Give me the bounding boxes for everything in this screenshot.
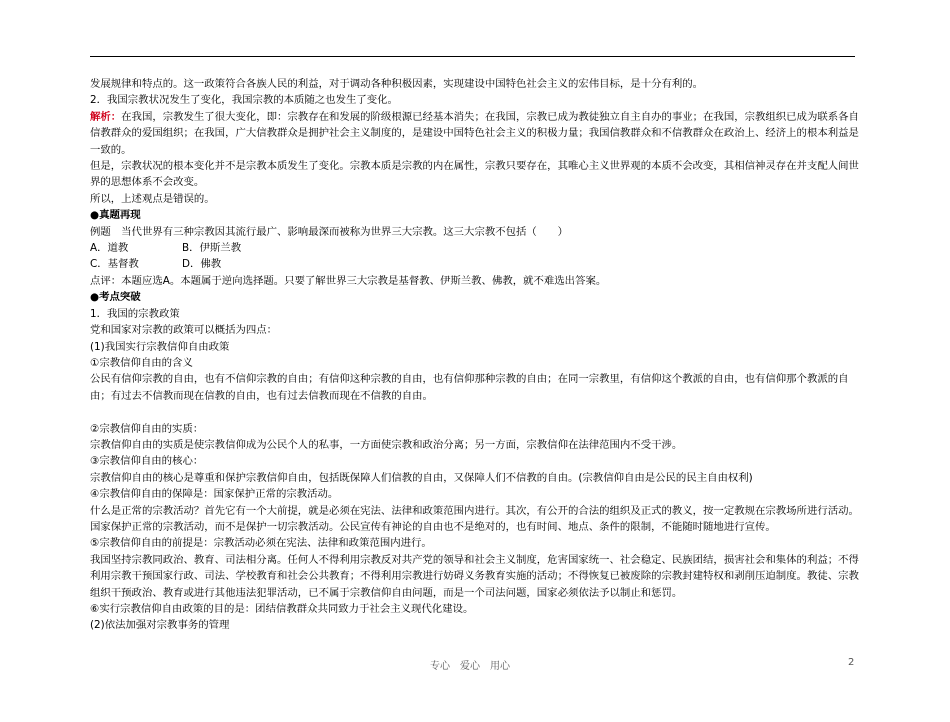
option-d: D．佛教 xyxy=(182,258,222,271)
paragraph: 但是，宗教状况的根本变化并不是宗教本质发生了变化。宗教本质是宗教的内在属性，宗教只要存在，其唯心主义世界观的本质不会改变，其相信神灵存在并支配人间世界的思想体系不会改变。 xyxy=(90,160,859,189)
footer-motto: 专心 爱心 用心 xyxy=(430,661,510,672)
document-body xyxy=(90,76,860,634)
paragraph: 什么是正常的宗教活动？首先它有一个大前提，就是必须在宪法、法律和政策范围内进行。其次，有公开的合法的组织及正式的教义，按一定教规在宗教场所进行活动。国家保护正常的宗教活动，而不是保护一切宗教活动。公民宣传有神论的自由也不是绝对的，也有时间、地点、条件的限制，不能随时随地进行宣传。 xyxy=(90,504,859,533)
header-rule xyxy=(90,56,855,57)
subheading: ①宗教信仰自由的含义 xyxy=(90,356,193,369)
blank-line xyxy=(90,404,860,420)
paragraph: 所以，上述观点是错误的。 xyxy=(90,192,215,205)
analysis-text: 在我国，宗教发生了很大变化，即：宗教存在和发展的阶级根源已经基本消失；在我国，宗教已成为教徒独立自主自办的事业；在我国，宗教组织已成为联系各自信教群众的爱国组织；在我国，广大信教群众是拥护社会主义制度的，是建设中国特色社会主义的积极力量；我国信教群众和不信教群众在政治上、经济上的根本利益是一致的。 xyxy=(90,110,859,156)
option-c: C．基督教 xyxy=(90,258,139,271)
paragraph: 宗教信仰自由的实质是使宗教信仰成为公民个人的私事，一方面使宗教和政治分离；另一方面，宗教信仰在法律范围内不受干涉。 xyxy=(90,438,683,451)
section-heading: ●考点突破 xyxy=(90,291,141,304)
analysis-paragraph xyxy=(90,109,860,158)
page-number: 2 xyxy=(848,657,855,668)
subheading: 1．我国的宗教政策 xyxy=(90,307,180,320)
comment-paragraph: 点评：本题应选A。本题属于逆向选择题。只要了解世界三大宗教是基督教、伊斯兰教、佛教，就不难选出答案。 xyxy=(90,274,607,287)
options-row xyxy=(90,256,860,272)
subheading: ③宗教信仰自由的核心： xyxy=(90,455,204,468)
paragraph: 公民有信仰宗教的自由，也有不信仰宗教的自由；有信仰这种宗教的自由，也有信仰那种宗教的自由；在同一宗教里，有信仰这个教派的自由，也有信仰那个教派的自由；有过去不信教而现在信教的自由，也有过去信教而现在不信教的自由。 xyxy=(90,373,849,402)
option-b: B．伊斯兰教 xyxy=(182,242,242,255)
subheading: ⑥实行宗教信仰自由政策的目的是：团结信教群众共同致力于社会主义现代化建设。 xyxy=(90,602,474,615)
paragraph: 2．我国宗教状况发生了变化，我国宗教的本质随之也发生了变化。 xyxy=(90,94,398,107)
subheading: (1)我国实行宗教信仰自由政策 xyxy=(90,340,230,353)
analysis-label: 解析： xyxy=(90,110,122,123)
subheading: (2)依法加强对宗教事务的管理 xyxy=(90,619,230,632)
paragraph: 党和国家对宗教的政策可以概括为四点： xyxy=(90,324,278,337)
paragraph: 发展规律和特点的。这一政策符合各族人民的利益，对于调动各种积极因素，实现建设中国特色社会主义的宏伟目标，是十分有利的。 xyxy=(90,78,704,90)
paragraph: 我国坚持宗教同政治、教育、司法相分离。任何人不得利用宗教反对共产党的领导和社会主义制度，危害国家统一、社会稳定、民族团结，损害社会和集体的利益；不得利用宗教干预国家行政、司法、学校教育和社会公共教育；不得利用宗教进行妨碍义务教育实施的活动；不得恢复已被废除的宗教封建特权和剥削压迫制度。教徒、宗教组织干预政治、教育或进行其他违法犯罪活动，已不属于宗教信仰自由问题，而是一个司法问题，国家必须依法予以制止和惩罚。 xyxy=(90,553,859,599)
paragraph: 宗教信仰自由的核心是尊重和保护宗教信仰自由，包括既保障人们信教的自由，又保障人们不信教的自由。(宗教信仰自由是公民的民主自由权利) xyxy=(90,471,753,484)
subheading: ②宗教信仰自由的实质： xyxy=(90,422,204,435)
option-a: A．道教 xyxy=(90,242,129,255)
section-heading: ●真题再现 xyxy=(90,209,141,222)
question-stem: 例题 当代世界有三种宗教因其流行最广、影响最深而被称为世界三大宗教。这三大宗教不包括（ ） xyxy=(90,225,568,238)
subheading: ④宗教信仰自由的保障是：国家保护正常的宗教活动。 xyxy=(90,488,339,501)
subheading: ⑤宗教信仰自由的前提是：宗教活动必须在宪法、法律和政策范围内进行。 xyxy=(90,537,432,550)
options-row xyxy=(90,240,860,256)
